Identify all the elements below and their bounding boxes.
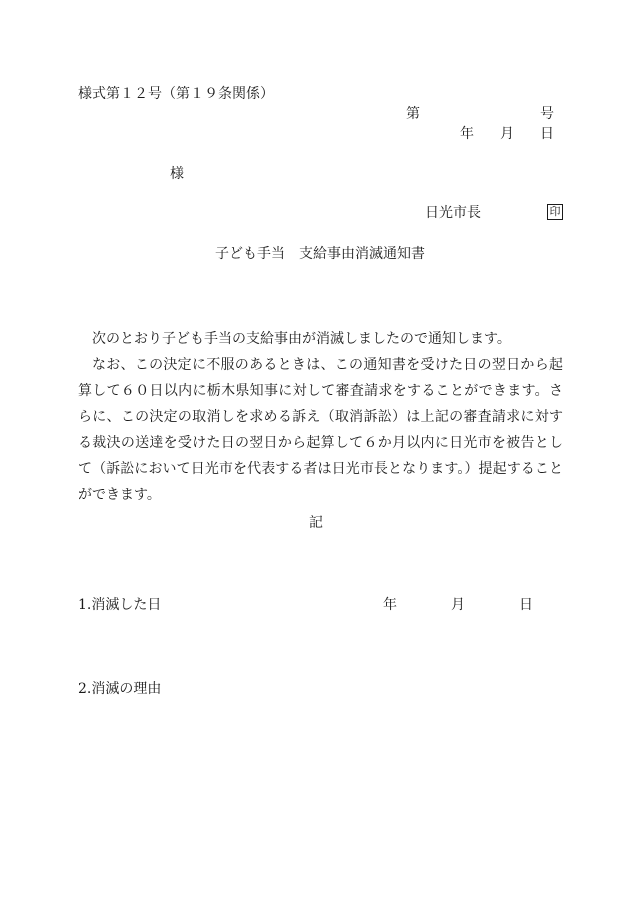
recipient-suffix: 様 (170, 166, 184, 182)
seal-mark: 印 (547, 204, 563, 220)
body-paragraph-2: なお、この決定に不服のあるときは、この通知書を受けた日の翌日から起算して６０日以内に栃木県知事に対して審査請求をすることができます。さらに、この決定の取消しを求める訴え（取消訴訟）は上記の審査請求に対する裁決の送達を受けた日の翌日から起算して６か月以内に日光市を被告として（訴訟において日光市を代表する者は日光市長となります。）提起することができます。 (78, 357, 563, 503)
note-heading: 記 (309, 515, 323, 531)
doc-number-prefix: 第 (406, 106, 420, 122)
date-day: 日 (540, 126, 554, 142)
body-text (78, 326, 563, 508)
document-title: 子ども手当 支給事由消滅通知書 (215, 246, 425, 262)
form-number: 様式第１２号（第１９条関係） (78, 86, 274, 102)
date-year: 年 (460, 126, 474, 142)
item-2-label: 2.消滅の理由 (78, 681, 162, 697)
item-1-day: 日 (519, 597, 533, 613)
item-1-month: 月 (451, 597, 465, 613)
date-month: 月 (500, 126, 514, 142)
item-1-label: 1.消滅した日 (78, 597, 162, 613)
doc-number-suffix: 号 (540, 106, 554, 122)
item-1-year: 年 (383, 597, 397, 613)
body-paragraph-1: 次のとおり子ども手当の支給事由が消滅しましたので通知します。 (92, 331, 511, 347)
issuer-name: 日光市長 (425, 205, 481, 221)
